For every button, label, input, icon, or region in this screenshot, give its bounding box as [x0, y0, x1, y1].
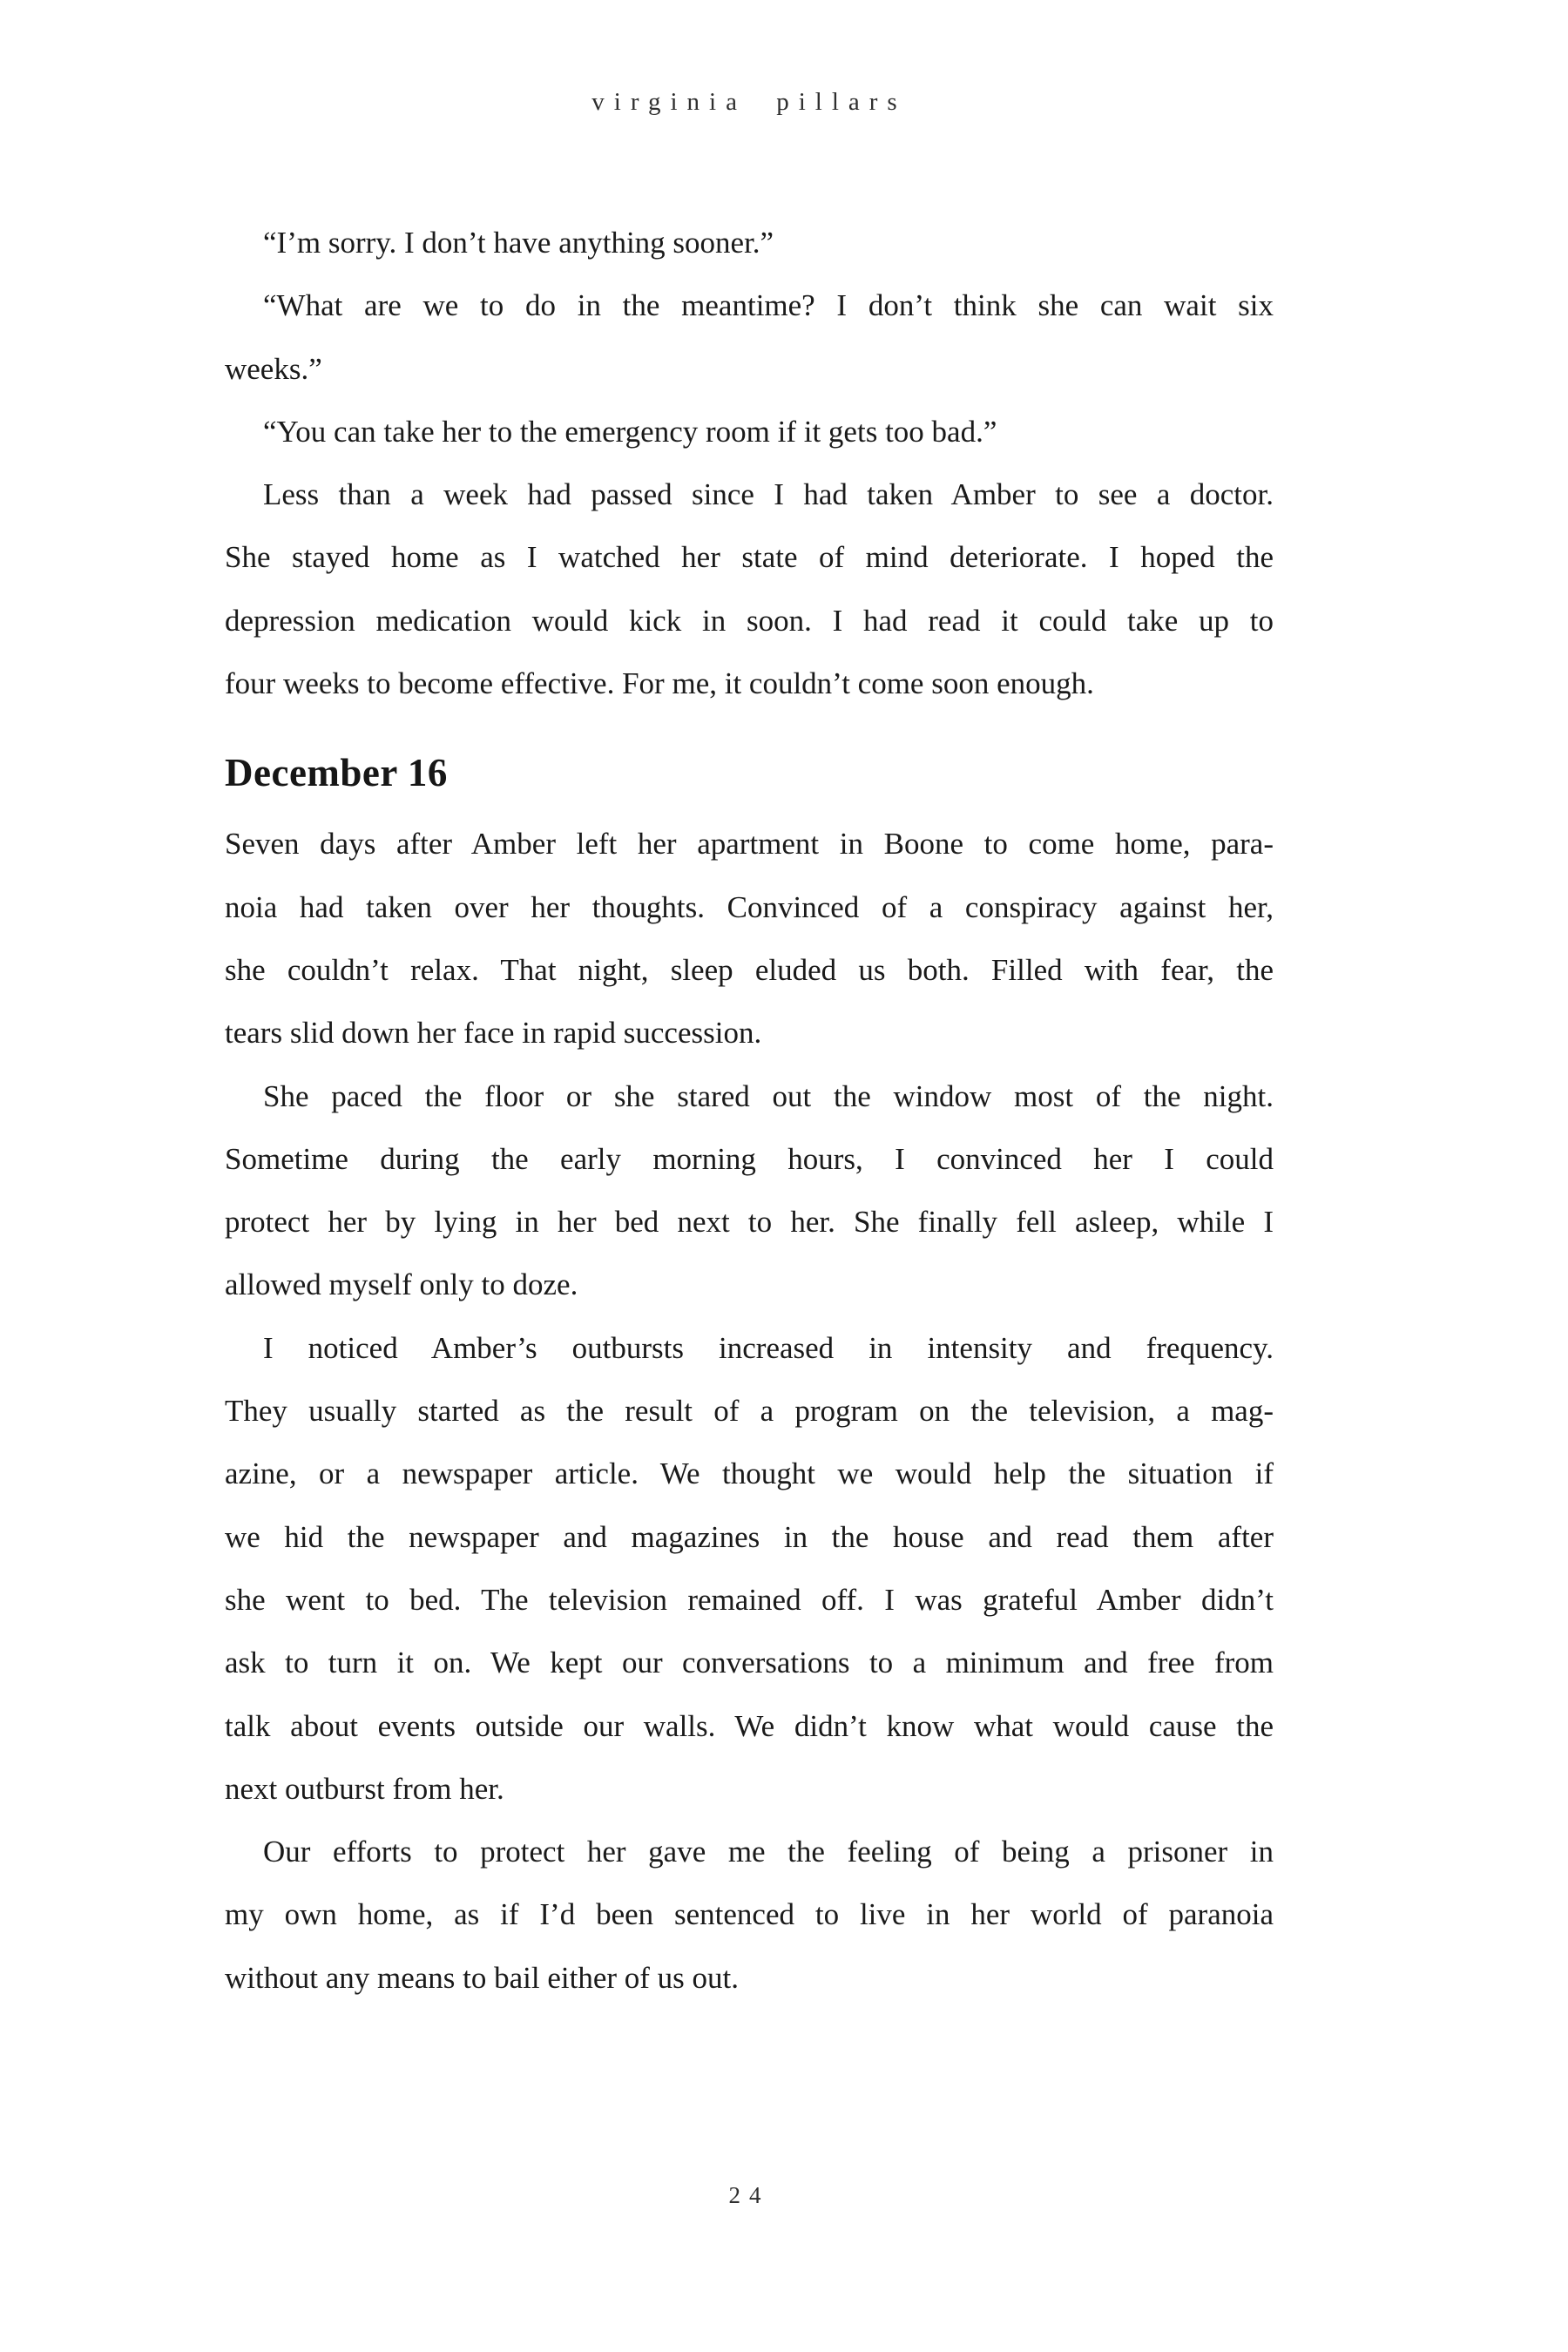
paragraph [225, 401, 1274, 463]
text-line: Sometime during the early morning hours, I convinced her I could [225, 1141, 1274, 1176]
text-block [225, 212, 1274, 2010]
text-line: talk about events outside our walls. We didn’t know what would cause the [225, 1708, 1274, 1743]
text-line: noia had taken over her thoughts. Convinced of a conspiracy against her, [225, 889, 1274, 924]
running-header: virginia pillars [591, 88, 907, 116]
text-line: Our efforts to protect her gave me the feeling of being a prisoner in [263, 1835, 1274, 1869]
paragraphs-after-heading [225, 813, 1274, 2010]
page-number: 24 [728, 2182, 770, 2208]
section-heading: December 16 [225, 751, 448, 795]
paragraph [225, 212, 1274, 274]
text-line: “What are we to do in the meantime? I don’t think she can wait six [263, 288, 1274, 323]
text-line: I noticed Amber’s outbursts increased in intensity and frequency. [263, 1330, 1274, 1365]
text-line: she couldn’t relax. That night, sleep eluded us both. Filled with fear, the [225, 952, 1274, 987]
text-line: four weeks to become effective. For me, it couldn’t come soon enough. [225, 666, 1094, 701]
text-line: next outburst from her. [225, 1771, 504, 1806]
text-line: She stayed home as I watched her state of mind deteriorate. I hoped the [225, 540, 1274, 575]
text-line: “You can take her to the emergency room if it gets too bad.” [263, 414, 997, 449]
text-line: tears slid down her face in rapid succession. [225, 1016, 762, 1051]
text-line: we hid the newspaper and magazines in the house and read them after [225, 1519, 1274, 1554]
text-line: allowed myself only to doze. [225, 1267, 578, 1302]
paragraph [225, 813, 1274, 1064]
text-line: They usually started as the result of a program on the television, a mag- [225, 1394, 1274, 1429]
paragraph [225, 1065, 1274, 1317]
paragraph [225, 274, 1274, 401]
text-line: azine, or a newspaper article. We thought we would help the situation if [225, 1456, 1274, 1491]
text-line: “I’m sorry. I don’t have anything sooner.” [263, 226, 774, 260]
text-line: She paced the floor or she stared out the window most of the night. [263, 1078, 1274, 1113]
text-line: Less than a week had passed since I had taken Amber to see a doctor. [263, 477, 1274, 512]
text-line: ask to turn it on. We kept our conversations to a minimum and free from [225, 1646, 1274, 1680]
text-line: weeks.” [225, 351, 322, 386]
paragraphs-before-heading [225, 212, 1274, 715]
text-line: without any means to bail either of us out. [225, 1960, 740, 1995]
text-line: protect her by lying in her bed next to her. She finally fell asleep, while I [225, 1205, 1274, 1240]
paragraph [225, 463, 1274, 715]
paragraph [225, 1317, 1274, 1821]
text-line: she went to bed. The television remained off. I was grateful Amber didn’t [225, 1582, 1274, 1617]
text-line: my own home, as if I’d been sentenced to live in her world of paranoia [225, 1897, 1274, 1932]
text-line: depression medication would kick in soon. I had read it could take up to [225, 603, 1274, 638]
paragraph [225, 1821, 1274, 2010]
text-line: Seven days after Amber left her apartment in Boone to come home, para- [225, 827, 1274, 862]
